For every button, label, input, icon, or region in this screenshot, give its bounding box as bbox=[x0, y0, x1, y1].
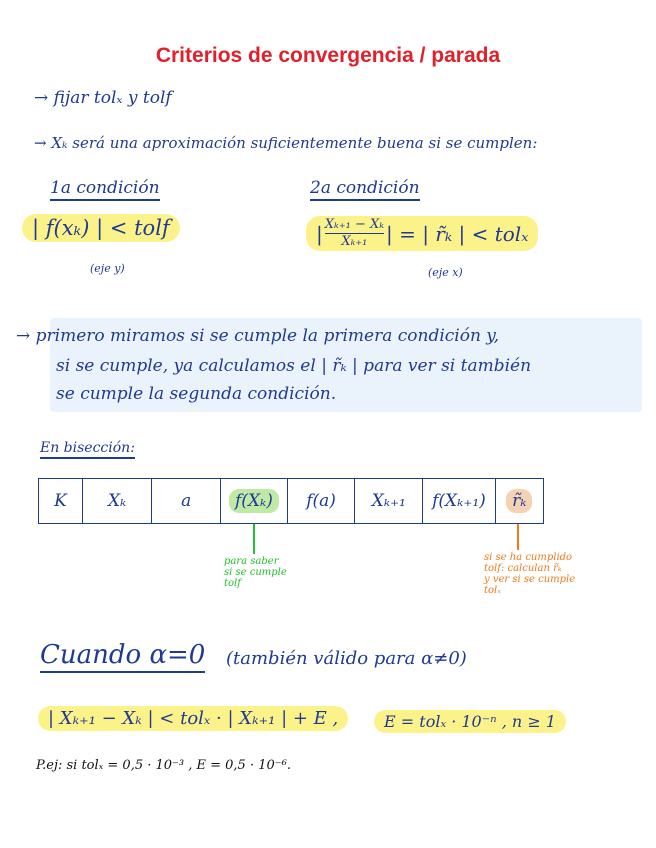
column-f-xk bbox=[221, 479, 287, 524]
bisection-table bbox=[38, 478, 544, 524]
column-f-xk1: f(Xₖ₊₁) bbox=[423, 479, 495, 524]
first-condition-heading-text: 1a condición bbox=[50, 178, 160, 201]
column-xk: Xₖ bbox=[82, 479, 151, 524]
second-condition-note: (eje x) bbox=[428, 266, 463, 279]
column-xk1: Xₖ₊₁ bbox=[355, 479, 423, 524]
cuando-formula-left-text: | Xₖ₊₁ − Xₖ | < tolₓ · | Xₖ₊₁ | + E , bbox=[38, 706, 348, 731]
column-f-a: f(a) bbox=[287, 479, 355, 524]
second-condition-formula bbox=[306, 216, 538, 251]
fraction-denominator: Xₖ₊₁ bbox=[341, 234, 368, 249]
orange-note-line: si se ha cumplido bbox=[484, 552, 573, 563]
orange-note-line: tolₓ bbox=[484, 585, 501, 596]
relative-error-fraction bbox=[325, 218, 384, 249]
second-condition-rest: | = | r̃ₖ | < tolₓ bbox=[385, 221, 529, 246]
bisection-heading bbox=[40, 440, 135, 456]
green-note-line: si se cumple bbox=[224, 567, 287, 578]
first-condition-heading bbox=[50, 178, 160, 198]
column-f-xk-text: f(Xₖ) bbox=[229, 489, 279, 513]
orange-note-line: tolf: calculan r̃ₖ bbox=[484, 563, 562, 574]
second-condition-heading bbox=[310, 178, 420, 198]
table-row bbox=[39, 479, 544, 524]
cuando-heading-text: Cuando α=0 bbox=[40, 640, 205, 673]
intro-line-tolerances: → fijar tolₓ y tolf bbox=[34, 88, 172, 108]
green-arrow-line bbox=[253, 524, 255, 554]
cuando-formula-right-text: E = tolₓ · 10⁻ⁿ , n ≥ 1 bbox=[374, 710, 566, 733]
abs-bar-left: | bbox=[316, 221, 323, 246]
column-a: a bbox=[152, 479, 221, 524]
first-condition-formula bbox=[22, 216, 180, 240]
paragraph-line-1: → primero miramos si se cumple la primera condición y, bbox=[16, 326, 500, 346]
first-condition-note: (eje y) bbox=[90, 262, 125, 275]
cuando-formula-right bbox=[374, 712, 566, 731]
green-note-line: para saber bbox=[224, 556, 279, 567]
cuando-formula-left bbox=[38, 708, 348, 729]
green-note-line: tolf bbox=[224, 578, 241, 589]
orange-note bbox=[484, 552, 575, 596]
green-note bbox=[224, 556, 287, 589]
column-rk bbox=[495, 479, 543, 524]
fraction-numerator: Xₖ₊₁ − Xₖ bbox=[324, 217, 384, 232]
column-k: K bbox=[39, 479, 83, 524]
orange-note-line: y ver si se cumple bbox=[484, 574, 576, 585]
second-condition-heading-text: 2a condición bbox=[310, 178, 420, 201]
second-condition-formula-box bbox=[306, 216, 538, 251]
intro-line-condition: → Xₖ será una aproximación suficientemente buena si se cumplen: bbox=[34, 134, 538, 152]
cuando-subtitle: (también válido para α≠0) bbox=[226, 648, 467, 669]
paragraph-line-2: si se cumple, ya calculamos el | r̃ₖ | para ver si también bbox=[56, 356, 532, 376]
column-rk-text: r̃ₖ bbox=[506, 489, 532, 513]
bisection-heading-text: En bisección: bbox=[40, 440, 135, 459]
cuando-heading bbox=[40, 640, 205, 670]
first-condition-formula-text: | f(xₖ) | < tolf bbox=[22, 214, 180, 242]
orange-arrow-line bbox=[517, 524, 519, 550]
example-line: P.ej: si tolₓ = 0,5 · 10⁻³ , E = 0,5 · 10⁻⁶. bbox=[36, 758, 291, 773]
page-title: Criterios de convergencia / parada bbox=[155, 44, 501, 67]
paragraph-line-3: se cumple la segunda condición. bbox=[56, 384, 337, 404]
